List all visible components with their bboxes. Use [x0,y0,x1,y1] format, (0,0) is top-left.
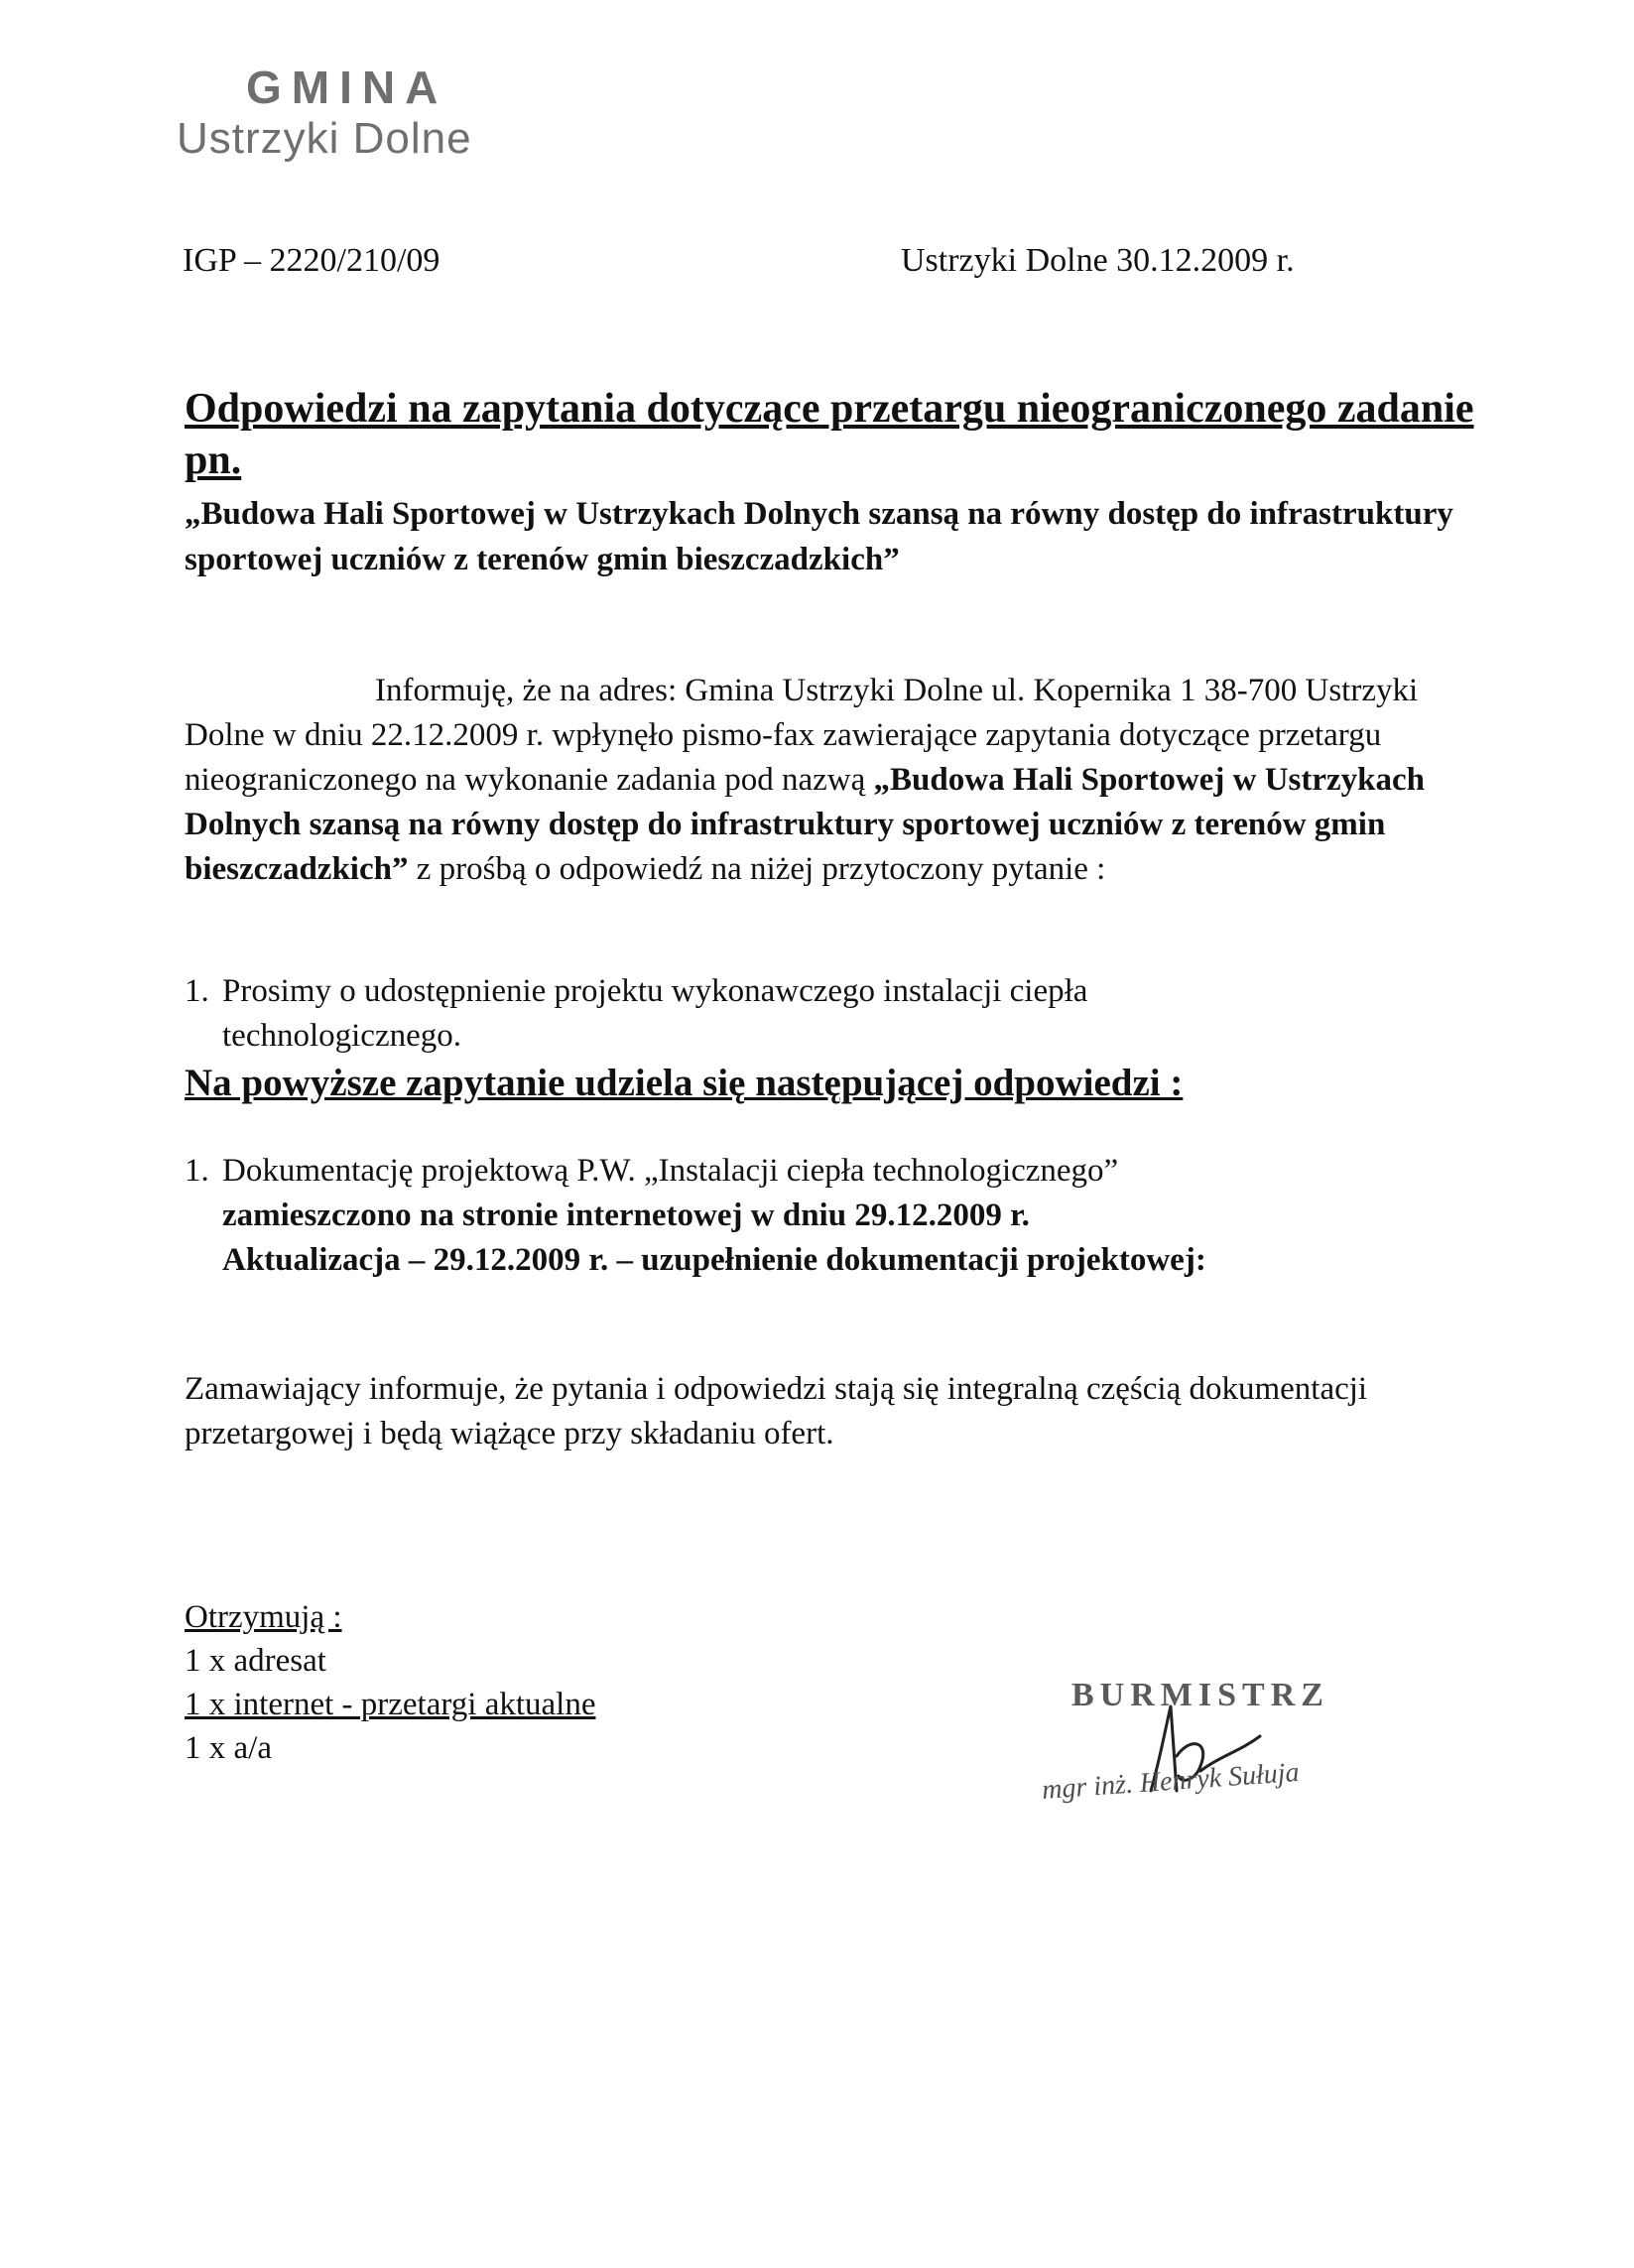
answer-item [185,1149,1474,1283]
question-line-1: Prosimy o udostępnienie projektu wykonawczego instalacji ciepła [222,973,1088,1009]
task-name: „Budowa Hali Sportowej w Ustrzykach Dolnych szansą na równy dostęp do infrastruktury sportowej uczniów z terenów gmin bieszczadzkich” [185,496,1453,577]
question-item [185,969,1375,1059]
intro-task-name: „Budowa Hali Sportowej w Ustrzykach Dolnych szansą na równy dostęp do infrastruktury sportowej uczniów z terenów gmin bieszczadzkich” [185,762,1426,887]
stamp-line-2: Ustrzyki Dolne [177,114,472,163]
recipient-item: 1 x internet - przetargi aktualne [185,1687,596,1722]
signature-name: mgr inż. Henryk Sułuja [1041,1756,1301,1807]
answer-number: 1. [185,1153,209,1189]
stamp-line-1: GMINA [246,62,448,113]
answer-line-1: Dokumentację projektową P.W. „Instalacji ciepła technologicznego” [222,1153,1119,1189]
place-and-date: Ustrzyki Dolne 30.12.2009 r. [901,242,1295,279]
recipient-item: 1 x adresat [185,1643,326,1679]
question-number: 1. [185,973,209,1009]
reference-number: IGP – 2220/210/09 [183,242,440,279]
gmina-stamp [177,62,494,165]
intro-text-b: z prośbą o odpowiedź na niżej przytoczony pytanie : [408,851,1106,887]
recipient-item: 1 x a/a [185,1730,272,1766]
document-title: Odpowiedzi na zapytania dotyczące przetargu nieograniczonego zadanie pn. [185,386,1474,483]
answer-heading: Na powyższe zapytanie udziela się następującej odpowiedzi : [185,1062,1184,1104]
intro-paragraph [185,669,1435,892]
recipients-list [185,1595,595,1770]
question-line-2: technologicznego. [222,1018,461,1054]
intro-text-a: Informuję, że na adres: Gmina Ustrzyki Dolne ul. Kopernika 1 38-700 Ustrzyki Dolne w dniu 22.12.2009 r. wpłynęło pismo-fax zawierające zapytania dotyczące przetargu nieograniczonego na wykonanie zadania pod nazwą [185,673,1419,798]
recipients-heading: Otrzymują : [185,1599,342,1635]
answer-line-2: zamieszczono na stronie internetowej w dniu 29.12.2009 r. [222,1197,1030,1233]
closing-paragraph: Zamawiający informuje, że pytania i odpowiedzi stają się integralną częścią dokumentacji przetargowej i będą wiążące przy składaniu ofert. [185,1371,1368,1451]
signature-stamp [1042,1677,1359,1826]
signature-title: BURMISTRZ [1071,1677,1329,1713]
answer-line-3: Aktualizacja – 29.12.2009 r. – uzupełnienie dokumentacji projektowej: [222,1242,1206,1278]
